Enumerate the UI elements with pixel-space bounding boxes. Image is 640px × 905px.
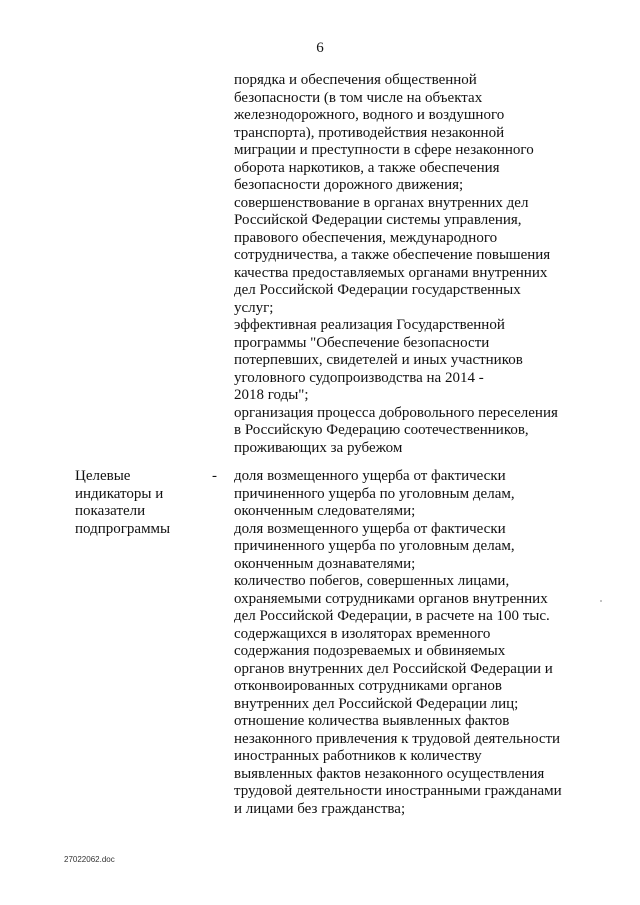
text-line: количество побегов, совершенных лицами, [234, 573, 510, 589]
text-line: доля возмещенного ущерба от фактически [234, 520, 506, 537]
text-line: отношение количества выявленных фактов [234, 713, 510, 729]
text-line: отконвоированных сотрудниками органов [234, 678, 502, 694]
text-line: доля возмещенного ущерба от фактически [234, 468, 506, 484]
text-line: содержания подозреваемых и обвиняемых [234, 643, 506, 659]
section-label [75, 468, 195, 538]
text-line: проживающих за рубежом [234, 439, 403, 456]
text-line: органов внутренних дел Российской Федерации и [234, 660, 553, 677]
text-line: незаконного привлечения к трудовой деятельности [234, 730, 561, 747]
continuation-text-block [234, 72, 574, 457]
text-line: правового обеспечения, международного [234, 229, 498, 246]
text-line: трудовой деятельности иностранными гражданами [234, 783, 562, 799]
footer-filename: 27022062.doc [64, 855, 115, 864]
text-line: оборота наркотиков, а также обеспечения [234, 159, 500, 176]
text-line: транспорта), противодействия незаконной [234, 124, 505, 141]
text-line: потерпевших, свидетелей и иных участников [234, 352, 523, 368]
text-line: охраняемыми сотрудниками органов внутренних [234, 590, 548, 607]
text-line: дел Российской Федерации государственных [234, 282, 521, 298]
label-line: Целевые [75, 468, 131, 484]
scan-speck [600, 600, 602, 602]
page-number: 6 [316, 40, 324, 56]
text-line: иностранных работников к количеству [234, 748, 482, 764]
label-line: индикаторы и [75, 485, 164, 502]
text-line: услуг; [234, 299, 274, 316]
text-line: причиненного ущерба по уголовным делам, [234, 485, 515, 502]
text-line: порядка и обеспечения общественной [234, 72, 477, 88]
text-line: дел Российской Федерации, в расчете на 100 тыс. [234, 608, 550, 624]
text-line: Российской Федерации системы управления, [234, 212, 522, 228]
label-line: подпрограммы [75, 520, 171, 537]
text-line: оконченным следователями; [234, 503, 416, 519]
text-line: 2018 годы"; [234, 387, 309, 403]
text-line: содержащихся в изоляторах временного [234, 625, 491, 642]
text-line: качества предоставляемых органами внутренних [234, 264, 548, 281]
text-line: в Российскую Федерацию соотечественников, [234, 422, 529, 438]
text-line: внутренних дел Российской Федерации лиц; [234, 695, 519, 712]
text-line: организация процесса добровольного переселения [234, 404, 558, 421]
text-line: уголовного судопроизводства на 2014 - [234, 369, 484, 386]
text-line: миграции и преступности в сфере незаконного [234, 142, 534, 158]
text-line: совершенствование в органах внутренних дел [234, 194, 529, 211]
text-line: оконченным дознавателями; [234, 555, 416, 572]
text-line: причиненного ущерба по уголовным делам, [234, 538, 515, 554]
indicators-text-block [234, 468, 579, 818]
text-line: сотрудничества, а также обеспечение повышения [234, 247, 551, 263]
text-line: эффективная реализация Государственной [234, 317, 505, 333]
text-line: безопасности (в том числе на объектах [234, 89, 483, 106]
label-line: показатели [75, 503, 146, 519]
text-line: программы "Обеспечение безопасности [234, 334, 490, 351]
text-line: выявленных фактов незаконного осуществления [234, 765, 545, 782]
section-dash: - [212, 468, 217, 484]
text-line: железнодорожного, водного и воздушного [234, 107, 505, 123]
text-line: безопасности дорожного движения; [234, 177, 464, 193]
text-line: и лицами без гражданства; [234, 800, 406, 817]
